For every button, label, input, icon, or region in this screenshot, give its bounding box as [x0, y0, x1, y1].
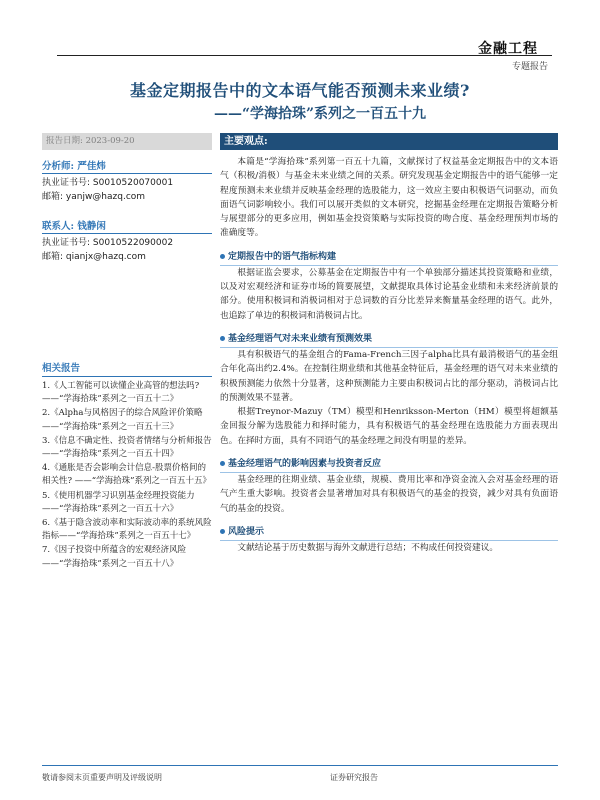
bullet-icon [220, 336, 225, 341]
footer-report-label: 证券研究报告 [330, 773, 378, 782]
bullet-icon [220, 461, 225, 466]
header-brand: 金融工程 [478, 41, 538, 57]
section-paragraph: 根据证监会要求，公募基金在定期报告中有一个单独部分描述其投资策略和业绩，以及对宏观经济和证券市场的简要展望，文献提取具体讨论基金业绩和未来经济前景的部分。使用积极词和消极词相对于总词数的百分比差异来衡量基金经理的语气。此外，也追踪了单边的积极词和消极词占比。 [220, 267, 558, 321]
key-points-heading: 主要观点: [220, 133, 558, 150]
related-report-item[interactable]: 6.《基于隐含波动率和实际波动率的系统风险指标——“学海拾珠”系列之一百五十七》 [42, 518, 212, 542]
section-title: 基金经理语气的影响因素与投资者反应 [228, 459, 382, 470]
contact-email[interactable]: 邮箱: qianjx@hazq.com [42, 252, 146, 262]
related-report-item[interactable]: 5.《使用机器学习识别基金经理投资能力——“学海拾珠”系列之一百五十六》 [42, 490, 195, 514]
related-report-item[interactable]: 3.《信息不确定性、投资者情绪与分析师报告——“学海拾珠”系列之一百五十四》 [42, 435, 212, 460]
analyst-cert: 执业证书号: S0010520070001 [42, 178, 174, 188]
section-paragraph: 根据Treynor-Mazuy（TM）模型和Henriksson-Merton（HM）模型将超额基金回报分解为选股能力和择时能力，具有积极语气的基金经理在选股能力方面表现出色。在择时方面，具有不同语气的基金经理之间没有明显的差异。 [220, 407, 558, 446]
contact-info [42, 236, 212, 264]
contact-cert: 执业证书号: S0010522090002 [42, 238, 174, 248]
section-heading [220, 332, 558, 348]
report-date: 报告日期: 2023-09-20 [42, 133, 212, 150]
related-report-item[interactable]: 4.《通胀是否会影响会计信息-股票价格间的相关性? ——“学海拾珠”系列之一百五十五》 [42, 463, 211, 487]
section-title: 基金经理语气对未来业绩有预测效果 [228, 333, 373, 344]
contact-name: 联系人: 钱静闲 [42, 218, 212, 234]
analyst-name: 分析师: 严佳炜 [42, 158, 212, 174]
report-subtitle: ——“学海拾珠”系列之一百五十九 [213, 106, 427, 122]
footer-disclaimer[interactable]: 敬请参阅末页重要声明及评级说明 [42, 773, 162, 782]
section-paragraph: 基金经理的往期业绩、基金业绩，规模、费用比率和净资金流入会对基金经理的语气产生重大影响。投资者会显著增加对具有积极语气的基金的投资，减少对具有负面语气的基金的投资。 [220, 475, 558, 514]
report-type-label: 专题报告 [511, 62, 548, 72]
analyst-info [42, 176, 212, 204]
related-reports-list [42, 380, 214, 572]
related-reports-heading: 相关报告 [42, 360, 212, 377]
section-heading [220, 525, 558, 541]
analyst-email[interactable]: 邮箱: yanjw@hazq.com [42, 192, 146, 202]
header-rule [57, 55, 552, 56]
bullet-icon [220, 254, 225, 259]
section-heading [220, 457, 558, 473]
section-title: 定期报告中的语气指标构建 [228, 251, 337, 262]
footer-rule [42, 765, 558, 766]
sidebar [42, 133, 212, 264]
related-report-item[interactable]: 7.《因子投资中所蕴含的宏观经济风险——“学海拾珠”系列之一百五十八》 [42, 545, 187, 569]
risk-paragraph: 文献结论基于历史数据与海外文献进行总结；不构成任何投资建议。 [237, 542, 499, 553]
intro-paragraph: 本篇是“学海拾珠”系列第一百五十九篇，文献探讨了权益基金定期报告中的文本语气（积极/消极）与基金未来业绩之间的关系。研究发现基金定期报告中的语气能够一定程度预测未来业绩并反映基金经理的选股能力，这一效应主要由积极语气词驱动，而负面语气词影响较小。我们可以展开类似的文本研究，挖掘基金经理在定期报告策略分析与展望部分的更多应用，例如基金投资策略与实际投资的吻合度、基金经理预判市场的准确度等。 [220, 157, 558, 239]
bullet-icon [220, 529, 225, 534]
section-title: 风险提示 [228, 526, 265, 537]
related-report-item[interactable]: 1.《人工智能可以读懂企业高管的想法吗? ——“学海拾珠”系列之一百五十二》 [42, 381, 200, 405]
report-title: 基金定期报告中的文本语气能否预测未来业绩? [130, 81, 470, 100]
main-content [220, 133, 558, 555]
section-heading [220, 250, 558, 266]
section-paragraph: 具有积极语气的基金组合的Fama-French三因子alpha比具有最消极语气的基金组合年化高出约2.4%。在控制往期业绩和其他基金特征后，基金经理的语气对未来业绩的积极预测能力依然十分显著，这种预测能力主要由积极词占比的部分驱动，消极词占比的预测效果不显著。 [220, 349, 558, 403]
related-report-item[interactable]: 2.《Alpha与风格因子的综合风险评价策略——“学海拾珠”系列之一百五十三》 [42, 408, 203, 432]
